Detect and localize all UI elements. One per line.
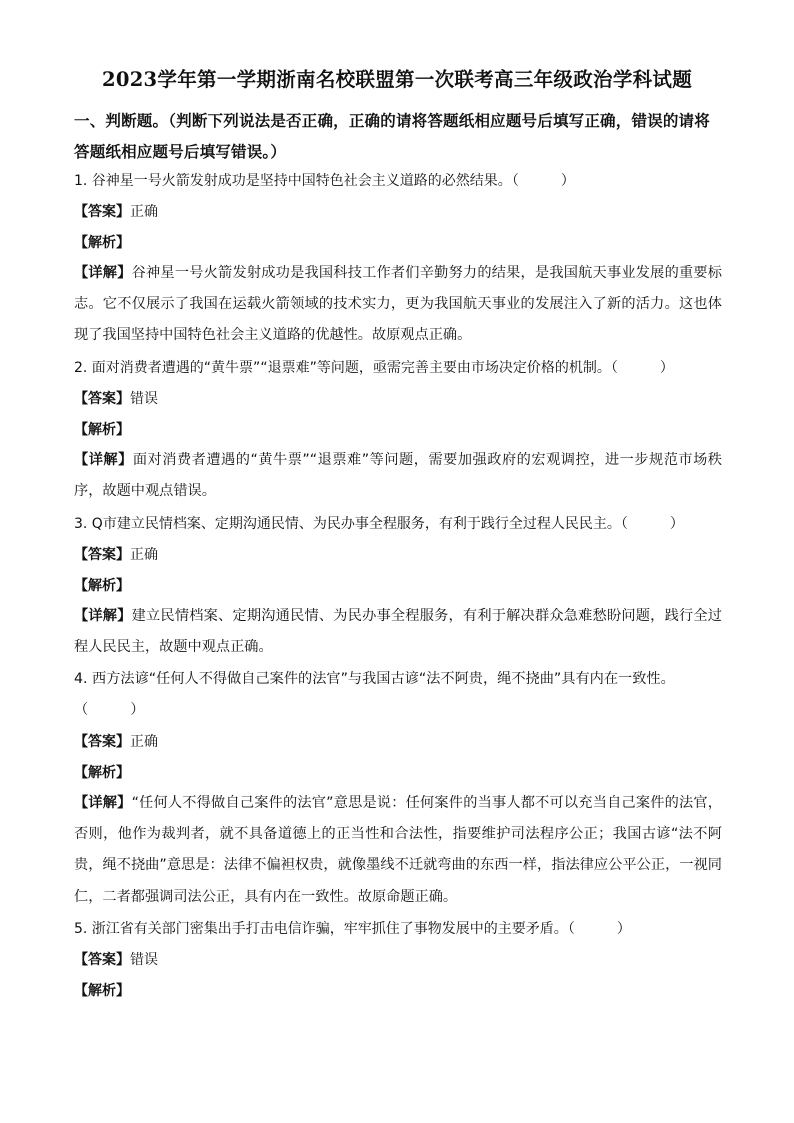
question-5-answer: 【答案】错误: [74, 952, 158, 968]
question-1-answer: 【答案】正确: [74, 204, 158, 220]
question-2-answer: 【答案】错误: [74, 391, 158, 407]
detail-tag: 【详解】: [74, 452, 133, 468]
question-5-stem: 5. 浙江省有关部门密集出手打击电信诈骗，牢牢抓住了事物发展中的主要矛盾。（ ）: [74, 921, 631, 937]
question-1-stem: 1. 谷神星一号火箭发射成功是坚持中国特色社会主义道路的必然结果。（ ）: [74, 173, 575, 189]
question-4-stem: 4. 西方法谚“任何人不得做自己案件的法官”与我国古谚“法不阿贵，绳不挠曲”具有内在一致性。 （ ）: [74, 671, 675, 719]
detail-tag: 【详解】: [74, 265, 132, 281]
answer-tag: 【答案】: [74, 734, 130, 750]
question-1-detail: 【详解】谷神星一号火箭发射成功是我国科技工作者们辛勤努力的结果，是我国航天事业发展的重要标志。它不仅展示了我国在运载火箭领域的技术实力，更为我国航天事业的发展注入了新的活力。这也体现了我国坚持中国特色社会主义道路的优越性。故原观点正确。: [74, 265, 722, 344]
question-4-answer: 【答案】正确: [74, 734, 158, 750]
question-3-answer: 【答案】正确: [74, 547, 158, 563]
detail-tag: 【详解】: [74, 608, 132, 624]
question-2-detail: 【详解】面对消费者遭遇的“黄牛票”“退票难”等问题，需要加强政府的宏观调控，进一步规范市场秩序，故题中观点错误。: [74, 452, 722, 500]
answer-tag: 【答案】: [74, 547, 130, 563]
question-1-analysis-tag: 【解析】: [74, 235, 130, 251]
question-4-analysis-tag: 【解析】: [74, 765, 130, 781]
section-heading: 一、判断题。（判断下列说法是否正确，正确的请将答题纸相应题号后填写正确，错误的请将答题纸相应题号后填写错误。）: [74, 112, 710, 161]
answer-tag: 【答案】: [74, 204, 130, 220]
question-3-stem: 3. Q市建立民情档案、定期沟通民情、为民办事全程服务，有利于践行全过程人民民主。（ ）: [74, 516, 684, 532]
answer-tag: 【答案】: [74, 391, 130, 407]
question-3-analysis-tag: 【解析】: [74, 578, 130, 594]
question-2-stem: 2. 面对消费者遭遇的“黄牛票”“退票难”等问题，亟需完善主要由市场决定价格的机制。（ ）: [74, 360, 674, 376]
question-3-detail: 【详解】建立民情档案、定期沟通民情、为民办事全程服务，有利于解决群众急难愁盼问题，践行全过程人民民主，故题中观点正确。: [74, 608, 722, 656]
page-title: 2023学年第一学期浙南名校联盟第一次联考高三年级政治学科试题: [101, 68, 693, 91]
detail-tag: 【详解】: [74, 795, 132, 811]
question-4-detail: 【详解】“任何人不得做自己案件的法官”意思是说：任何案件的当事人都不可以充当自己案件的法官，否则，他作为裁判者，就不具备道德上的正当性和合法性，指要维护司法程序公正；我国古谚“法不阿贵，绳不挠曲”意思是：法律不偏袒权贵，就像墨线不迁就弯曲的东西一样，指法律应公平公正，一视同仁，二者都强调司法公正，具有内在一致性。故原命题正确。: [74, 795, 722, 905]
question-2-analysis-tag: 【解析】: [74, 422, 130, 438]
question-5-analysis-tag: 【解析】: [74, 983, 130, 999]
answer-tag: 【答案】: [74, 952, 130, 968]
